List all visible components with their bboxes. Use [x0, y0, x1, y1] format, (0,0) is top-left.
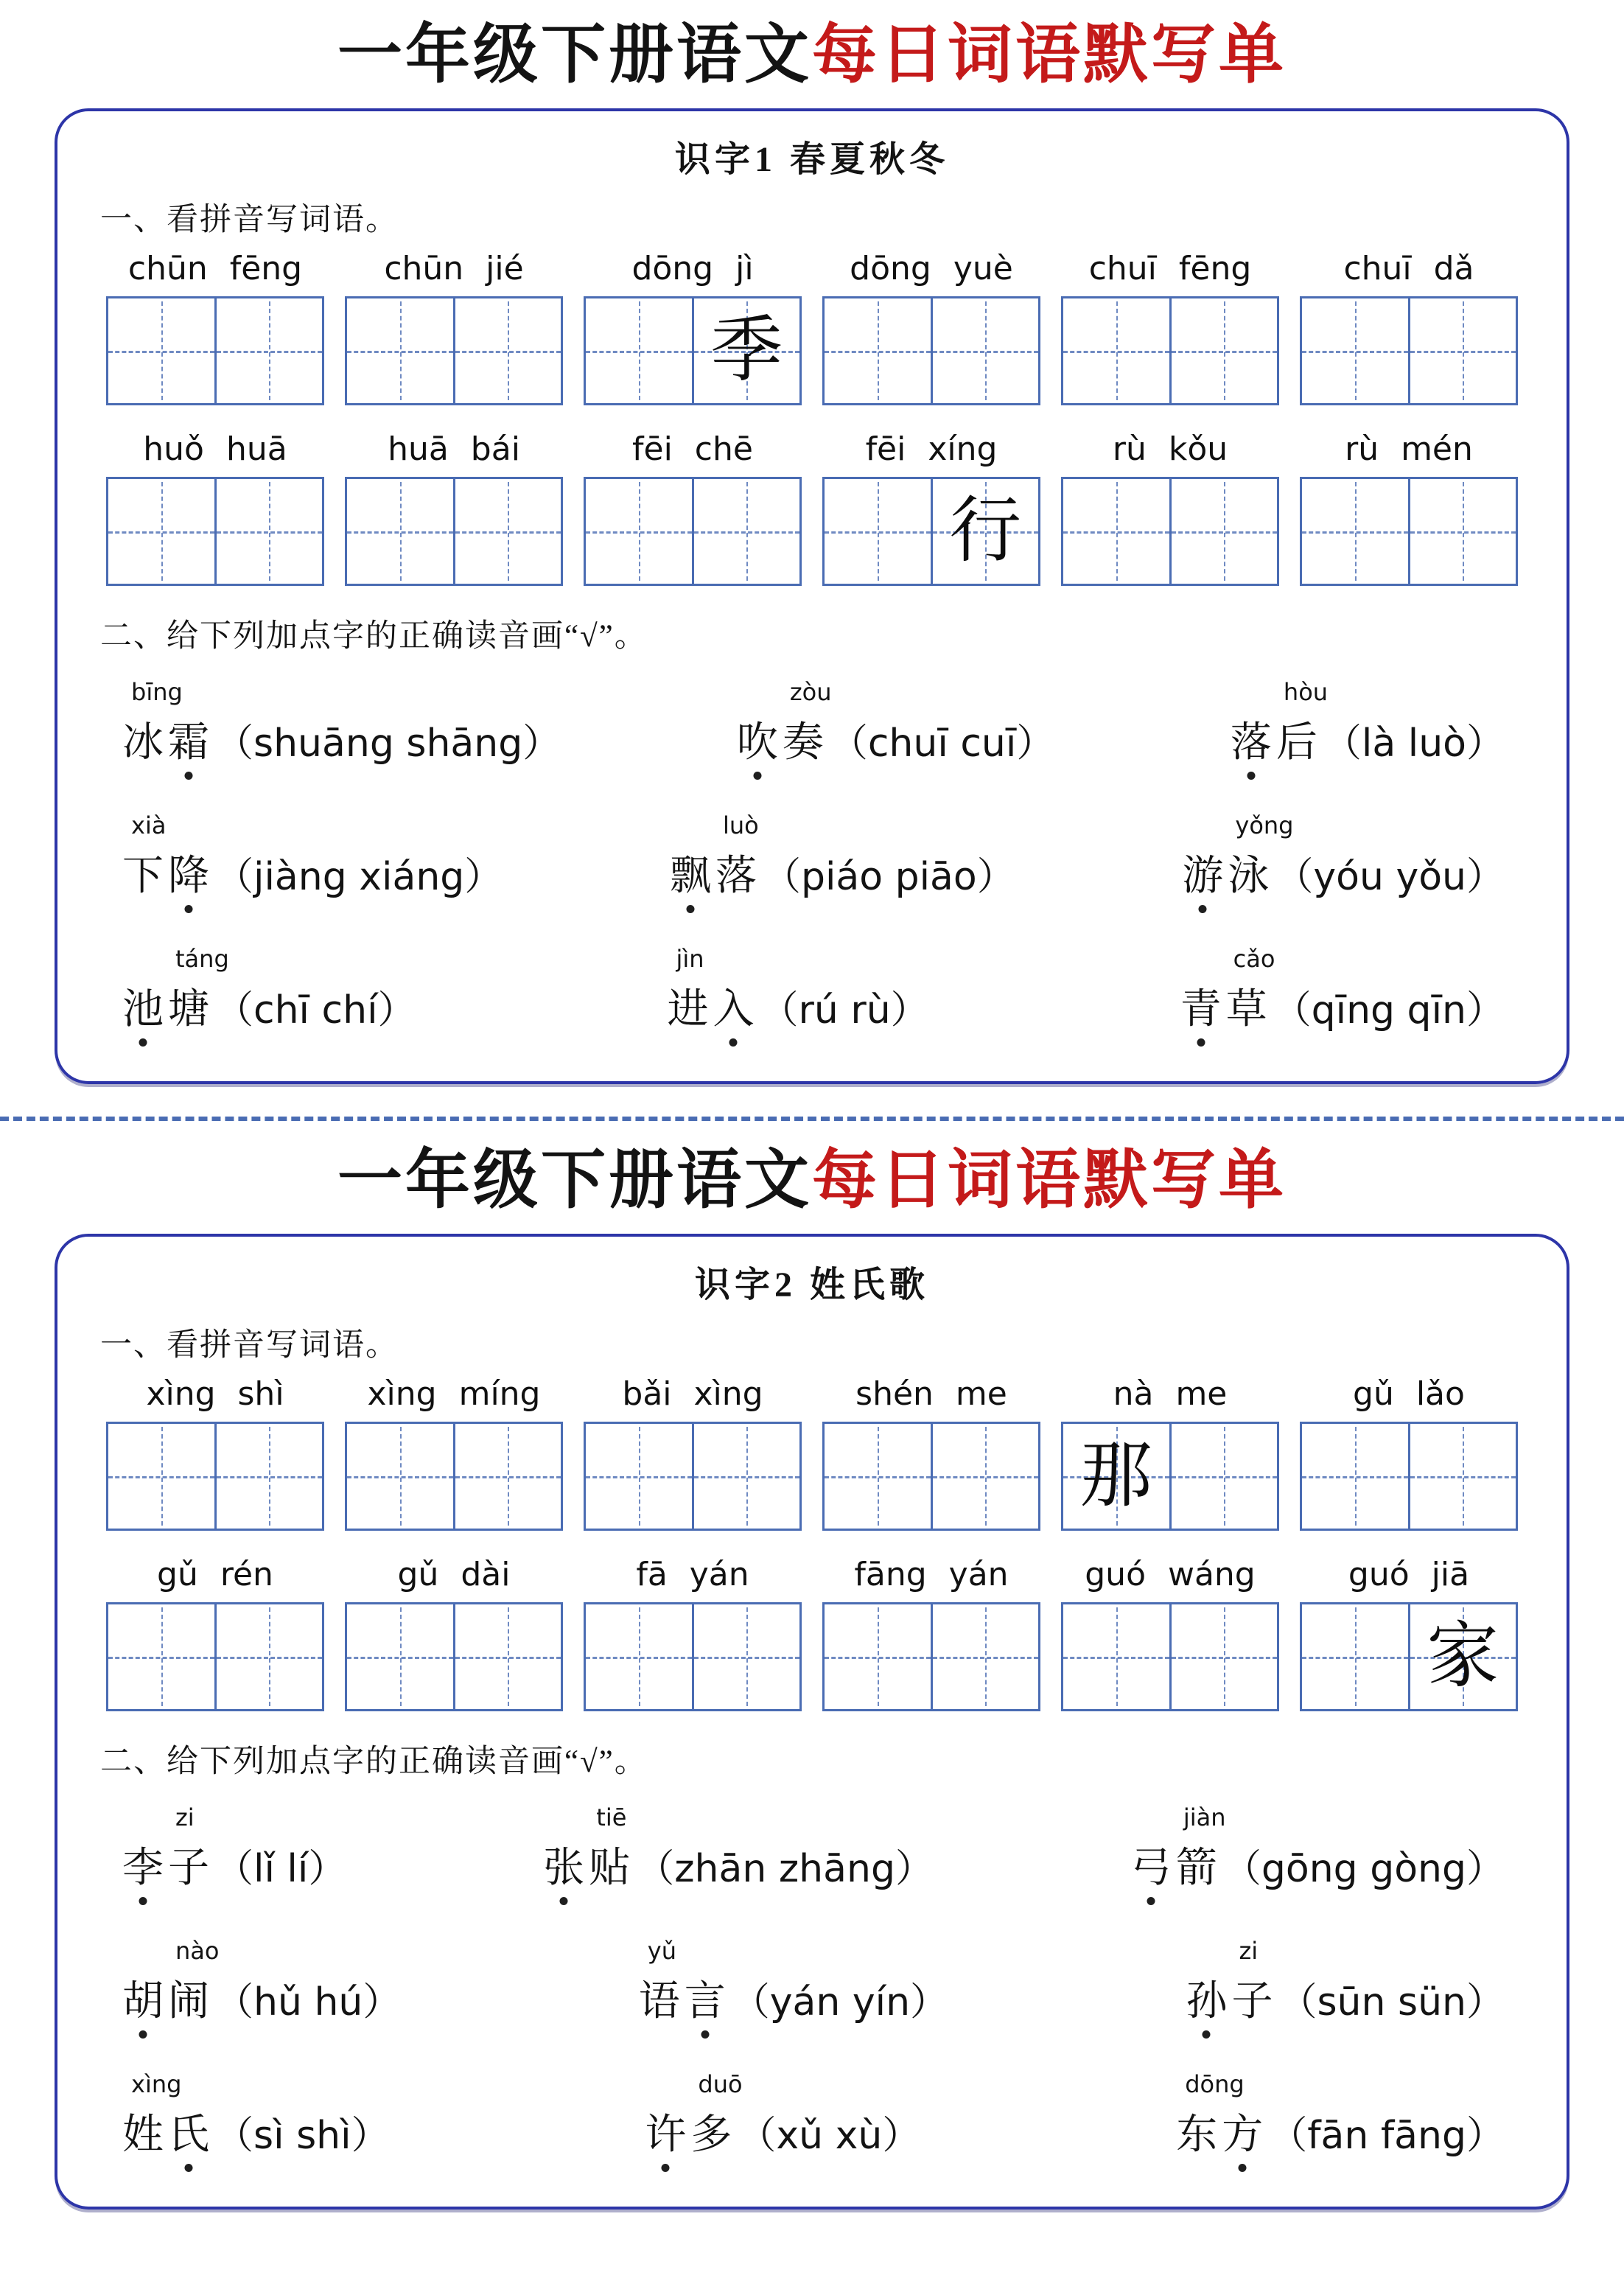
pinyin-label: xìng míng — [367, 1374, 541, 1413]
writing-cell — [453, 479, 561, 584]
hint-pinyin: zòu — [789, 677, 832, 706]
prefilled-character: 家 — [1427, 1616, 1499, 1697]
pronunciation-options: （zhān zhāng） — [636, 1846, 934, 1891]
page-title-red: 每日词语默写单 — [812, 20, 1287, 91]
dotted-character: 言 — [684, 1978, 726, 2025]
writing-grid — [584, 296, 802, 405]
pinyin-label: chuī fēng — [1088, 249, 1252, 287]
writing-cell — [1408, 479, 1516, 584]
writing-cell — [347, 1424, 453, 1529]
pronunciation-item — [1182, 811, 1505, 923]
word-character: 姓 — [122, 2111, 164, 2158]
writing-cell — [1302, 298, 1408, 403]
pronunciation-item — [737, 678, 1054, 789]
pronunciation-options: （gōng gòng） — [1222, 1846, 1505, 1891]
word-column — [822, 1375, 1040, 1531]
writing-cell — [453, 298, 561, 403]
writing-cell — [586, 1424, 692, 1529]
pronunciation-item — [1130, 1803, 1505, 1915]
page-title-red: 每日词语默写单 — [812, 1145, 1287, 1217]
writing-grid — [345, 1422, 563, 1531]
page-title-black: 一年级下册语文 — [337, 20, 812, 91]
writing-cell — [1169, 298, 1278, 403]
hint-pinyin: zi — [175, 1803, 195, 1831]
writing-cell — [692, 479, 800, 584]
hint-pinyin: luò — [722, 811, 759, 839]
writing-cell — [1063, 1604, 1169, 1709]
pinyin-label: rù mén — [1345, 430, 1473, 468]
dotted-character: 孙 — [1186, 1978, 1228, 2025]
writing-cell — [825, 1604, 931, 1709]
writing-cell — [825, 298, 931, 403]
word-column — [106, 1375, 324, 1531]
hint-pinyin: jiàn — [1183, 1803, 1226, 1831]
pinyin-label: fāng yán — [854, 1555, 1009, 1593]
pronunciation-item — [667, 945, 928, 1056]
pinyin-label: bǎi xìng — [622, 1374, 763, 1413]
pronunciation-item — [122, 2070, 390, 2182]
part2-area — [100, 1803, 1524, 2182]
hint-pinyin: nào — [175, 1936, 220, 1965]
writing-grid — [584, 1422, 802, 1531]
word-column — [584, 1556, 802, 1711]
dotted-character: 游 — [1182, 853, 1224, 899]
dotted-character: 飘 — [669, 853, 711, 899]
writing-grid — [345, 477, 563, 586]
pinyin-grid-row — [106, 250, 1518, 405]
pinyin-label: fēi xíng — [865, 430, 998, 468]
prefilled-character: 季 — [710, 310, 783, 391]
hint-pinyin: jìn — [676, 944, 704, 973]
pinyin-label: gǔ lǎo — [1353, 1374, 1465, 1413]
pinyin-label: fā yán — [636, 1555, 749, 1593]
word-character: 箭 — [1175, 1845, 1217, 1891]
word-character: 泳 — [1228, 853, 1270, 899]
writing-cell — [214, 1604, 323, 1709]
word-character: 后 — [1275, 719, 1317, 766]
dotted-character: 胡 — [122, 1978, 164, 2025]
word-column — [345, 250, 563, 405]
writing-cell — [1169, 1424, 1278, 1529]
word-character: 语 — [638, 1978, 680, 2025]
dotted-character: 霜 — [168, 719, 209, 766]
pronunciation-item — [645, 2070, 920, 2182]
writing-cell — [692, 1424, 800, 1529]
word-column — [1300, 430, 1518, 586]
dotted-character: 降 — [168, 853, 209, 899]
pronunciation-options: （yán yín） — [731, 1980, 949, 2025]
writing-cell — [931, 298, 1039, 403]
word-column — [1061, 430, 1279, 586]
writing-cell — [1408, 298, 1516, 403]
writing-cell — [453, 1424, 561, 1529]
hint-pinyin: yǒng — [1235, 811, 1294, 839]
word-column — [584, 430, 802, 586]
word-character: 子 — [1231, 1978, 1273, 2025]
pinyin-label: shén me — [855, 1374, 1007, 1413]
pronunciation-row — [122, 1803, 1505, 1915]
pronunciation-row — [122, 678, 1505, 789]
writing-cell — [1302, 1424, 1408, 1529]
hint-pinyin: táng — [175, 944, 229, 973]
pronunciation-item — [1176, 2070, 1505, 2182]
pronunciation-options: （lǐ lí） — [215, 1846, 347, 1891]
writing-grid — [1300, 477, 1518, 586]
writing-cell — [108, 1424, 214, 1529]
word-character: 奏 — [782, 719, 824, 766]
pronunciation-row — [122, 2070, 1505, 2182]
writing-cell — [347, 479, 453, 584]
dotted-character: 李 — [122, 1845, 164, 1891]
writing-grid — [1061, 1422, 1279, 1531]
pinyin-label: gǔ dài — [397, 1555, 511, 1593]
pinyin-label: xìng shì — [146, 1374, 284, 1413]
word-character: 进 — [667, 986, 709, 1033]
pronunciation-options: （yóu yǒu） — [1275, 854, 1505, 899]
section-card — [55, 108, 1569, 1084]
section-card — [55, 1234, 1569, 2210]
writing-cell — [108, 479, 214, 584]
pronunciation-item — [122, 811, 503, 923]
section-divider — [0, 1117, 1624, 1121]
hint-pinyin: hòu — [1283, 677, 1329, 706]
prefilled-character: 行 — [949, 491, 1022, 571]
writing-grid — [1300, 1602, 1518, 1711]
lesson-title: 识字2 姓氏歌 — [694, 1265, 929, 1304]
word-column — [345, 1375, 563, 1531]
writing-grid — [822, 1422, 1040, 1531]
word-character: 多 — [690, 2111, 732, 2158]
writing-grid — [584, 477, 802, 586]
writing-grid — [1061, 296, 1279, 405]
word-character: 贴 — [589, 1845, 631, 1891]
writing-grid — [345, 296, 563, 405]
pronunciation-options: （piáo piāo） — [762, 854, 1015, 899]
pinyin-grid-area — [100, 250, 1524, 586]
writing-grid — [822, 296, 1040, 405]
writing-grid — [1300, 1422, 1518, 1531]
pronunciation-item — [1186, 1937, 1505, 2048]
hint-pinyin: xià — [131, 811, 167, 839]
pronunciation-options: （qīng qīn） — [1273, 988, 1505, 1033]
writing-grid — [106, 296, 324, 405]
writing-cell — [347, 298, 453, 403]
writing-grid — [1061, 477, 1279, 586]
pronunciation-row — [122, 945, 1505, 1056]
dotted-character: 入 — [713, 986, 755, 1033]
writing-cell — [692, 298, 800, 403]
dotted-character: 方 — [1222, 2111, 1264, 2158]
writing-cell — [214, 298, 323, 403]
pronunciation-item — [122, 1803, 346, 1915]
word-column — [106, 430, 324, 586]
page-title — [0, 21, 1624, 92]
pinyin-grid-area — [100, 1375, 1524, 1711]
word-character: 闹 — [168, 1978, 209, 2025]
writing-cell — [1063, 479, 1169, 584]
writing-cell — [586, 479, 692, 584]
writing-cell — [825, 479, 931, 584]
pinyin-grid-row — [106, 1375, 1518, 1531]
word-character: 草 — [1225, 986, 1267, 1033]
pinyin-label: fēi chē — [632, 430, 753, 468]
pinyin-label: guó wáng — [1085, 1555, 1256, 1593]
word-column — [106, 1556, 324, 1711]
hint-pinyin: yǔ — [647, 1936, 676, 1965]
pronunciation-item — [670, 811, 1015, 923]
writing-cell — [825, 1424, 931, 1529]
pronunciation-options: （chī chí） — [215, 988, 416, 1033]
word-column — [822, 430, 1040, 586]
dotted-character: 落 — [1230, 719, 1272, 766]
word-character: 东 — [1176, 2111, 1218, 2158]
worksheet-section — [0, 0, 1624, 1084]
word-column — [345, 430, 563, 586]
writing-grid — [822, 477, 1040, 586]
writing-grid — [584, 1602, 802, 1711]
writing-cell — [108, 298, 214, 403]
word-character: 子 — [168, 1845, 209, 1891]
writing-cell — [1302, 1604, 1408, 1709]
part2-area — [100, 678, 1524, 1056]
pronunciation-options: （là luò） — [1323, 721, 1505, 766]
pinyin-label: huā bái — [388, 430, 520, 468]
writing-grid — [822, 1602, 1040, 1711]
pronunciation-row — [122, 1937, 1505, 2048]
pronunciation-options: （chuī cuī） — [829, 721, 1055, 766]
dotted-character: 弓 — [1130, 1845, 1172, 1891]
hint-pinyin: cǎo — [1233, 944, 1275, 973]
part2-label: 二、给下列加点字的正确读音画“√”。 — [100, 618, 648, 654]
pinyin-label: huǒ huā — [143, 430, 287, 468]
hint-pinyin: duō — [698, 2069, 743, 2098]
writing-cell — [214, 479, 323, 584]
word-column — [584, 250, 802, 405]
dotted-character: 氏 — [168, 2111, 209, 2158]
word-column — [822, 250, 1040, 405]
writing-grid — [106, 477, 324, 586]
pinyin-label: chūn fēng — [127, 249, 303, 287]
hint-pinyin: bīng — [131, 677, 183, 706]
pronunciation-item — [639, 1937, 948, 2048]
pronunciation-item — [122, 678, 561, 789]
dotted-character: 青 — [1180, 986, 1222, 1033]
pinyin-label: gǔ rén — [157, 1555, 273, 1593]
pronunciation-options: （sūn sün） — [1278, 1980, 1505, 2025]
word-column — [345, 1556, 563, 1711]
page-title — [0, 1146, 1624, 1218]
writing-cell — [931, 479, 1039, 584]
writing-grid — [106, 1602, 324, 1711]
pronunciation-options: （hǔ hú） — [215, 1980, 402, 2025]
writing-cell — [1169, 479, 1278, 584]
pronunciation-options: （xǔ xù） — [738, 2113, 921, 2158]
word-column — [106, 250, 324, 405]
pronunciation-item — [1180, 945, 1505, 1056]
word-character: 下 — [122, 853, 164, 899]
pronunciation-options: （shuāng shāng） — [215, 721, 561, 766]
writing-cell — [1063, 1424, 1169, 1529]
pinyin-label: chūn jié — [384, 249, 524, 287]
dotted-character: 池 — [122, 986, 164, 1033]
pronunciation-options: （sì shì） — [215, 2113, 390, 2158]
writing-cell — [1408, 1604, 1516, 1709]
prefilled-character: 那 — [1079, 1436, 1152, 1516]
hint-pinyin: zi — [1239, 1936, 1259, 1965]
writing-grid — [1061, 1602, 1279, 1711]
writing-cell — [347, 1604, 453, 1709]
word-column — [1300, 1375, 1518, 1531]
writing-cell — [214, 1424, 323, 1529]
writing-cell — [931, 1604, 1039, 1709]
dotted-character: 许 — [645, 2111, 687, 2158]
word-column — [822, 1556, 1040, 1711]
hint-pinyin: xìng — [131, 2069, 182, 2098]
dotted-character: 张 — [543, 1845, 585, 1891]
writing-cell — [931, 1424, 1039, 1529]
worksheet-section — [0, 1125, 1624, 2210]
pronunciation-item — [1231, 678, 1505, 789]
writing-cell — [1408, 1424, 1516, 1529]
pronunciation-row — [122, 811, 1505, 923]
writing-cell — [586, 1604, 692, 1709]
writing-grid — [345, 1602, 563, 1711]
pinyin-grid-row — [106, 430, 1518, 586]
word-character: 冰 — [122, 719, 164, 766]
writing-cell — [453, 1604, 561, 1709]
part2-label: 二、给下列加点字的正确读音画“√”。 — [100, 1744, 648, 1779]
page-title-black: 一年级下册语文 — [337, 1145, 812, 1217]
pinyin-label: dōng yuè — [850, 249, 1013, 287]
dotted-character: 吹 — [736, 719, 778, 766]
word-column — [584, 1375, 802, 1531]
word-character: 塘 — [168, 986, 209, 1033]
pinyin-label: nà me — [1113, 1374, 1228, 1413]
word-column — [1061, 1556, 1279, 1711]
writing-cell — [586, 298, 692, 403]
pinyin-label: guó jiā — [1348, 1555, 1470, 1593]
word-column — [1300, 250, 1518, 405]
pinyin-label: chuī dǎ — [1343, 249, 1474, 287]
pronunciation-item — [122, 1937, 401, 2048]
word-column — [1061, 250, 1279, 405]
hint-pinyin: tiē — [596, 1803, 627, 1831]
pronunciation-item — [543, 1803, 934, 1915]
writing-cell — [108, 1604, 214, 1709]
writing-cell — [1169, 1604, 1278, 1709]
writing-grid — [106, 1422, 324, 1531]
writing-grid — [1300, 296, 1518, 405]
pronunciation-options: （jiàng xiáng） — [215, 854, 503, 899]
writing-cell — [1063, 298, 1169, 403]
word-character: 落 — [715, 853, 757, 899]
pronunciation-options: （fān fāng） — [1269, 2113, 1505, 2158]
writing-cell — [1302, 479, 1408, 584]
part1-label: 一、看拼音写词语。 — [100, 1327, 399, 1363]
word-column — [1300, 1556, 1518, 1711]
part1-label: 一、看拼音写词语。 — [100, 202, 399, 237]
pronunciation-options: （rú rù） — [760, 988, 929, 1033]
pinyin-grid-row — [106, 1556, 1518, 1711]
lesson-title: 识字1 春夏秋冬 — [674, 139, 949, 179]
pronunciation-item — [122, 945, 416, 1056]
writing-cell — [692, 1604, 800, 1709]
pinyin-label: rù kǒu — [1112, 430, 1228, 468]
hint-pinyin: dōng — [1185, 2069, 1245, 2098]
word-column — [1061, 1375, 1279, 1531]
pinyin-label: dōng jì — [631, 249, 754, 287]
